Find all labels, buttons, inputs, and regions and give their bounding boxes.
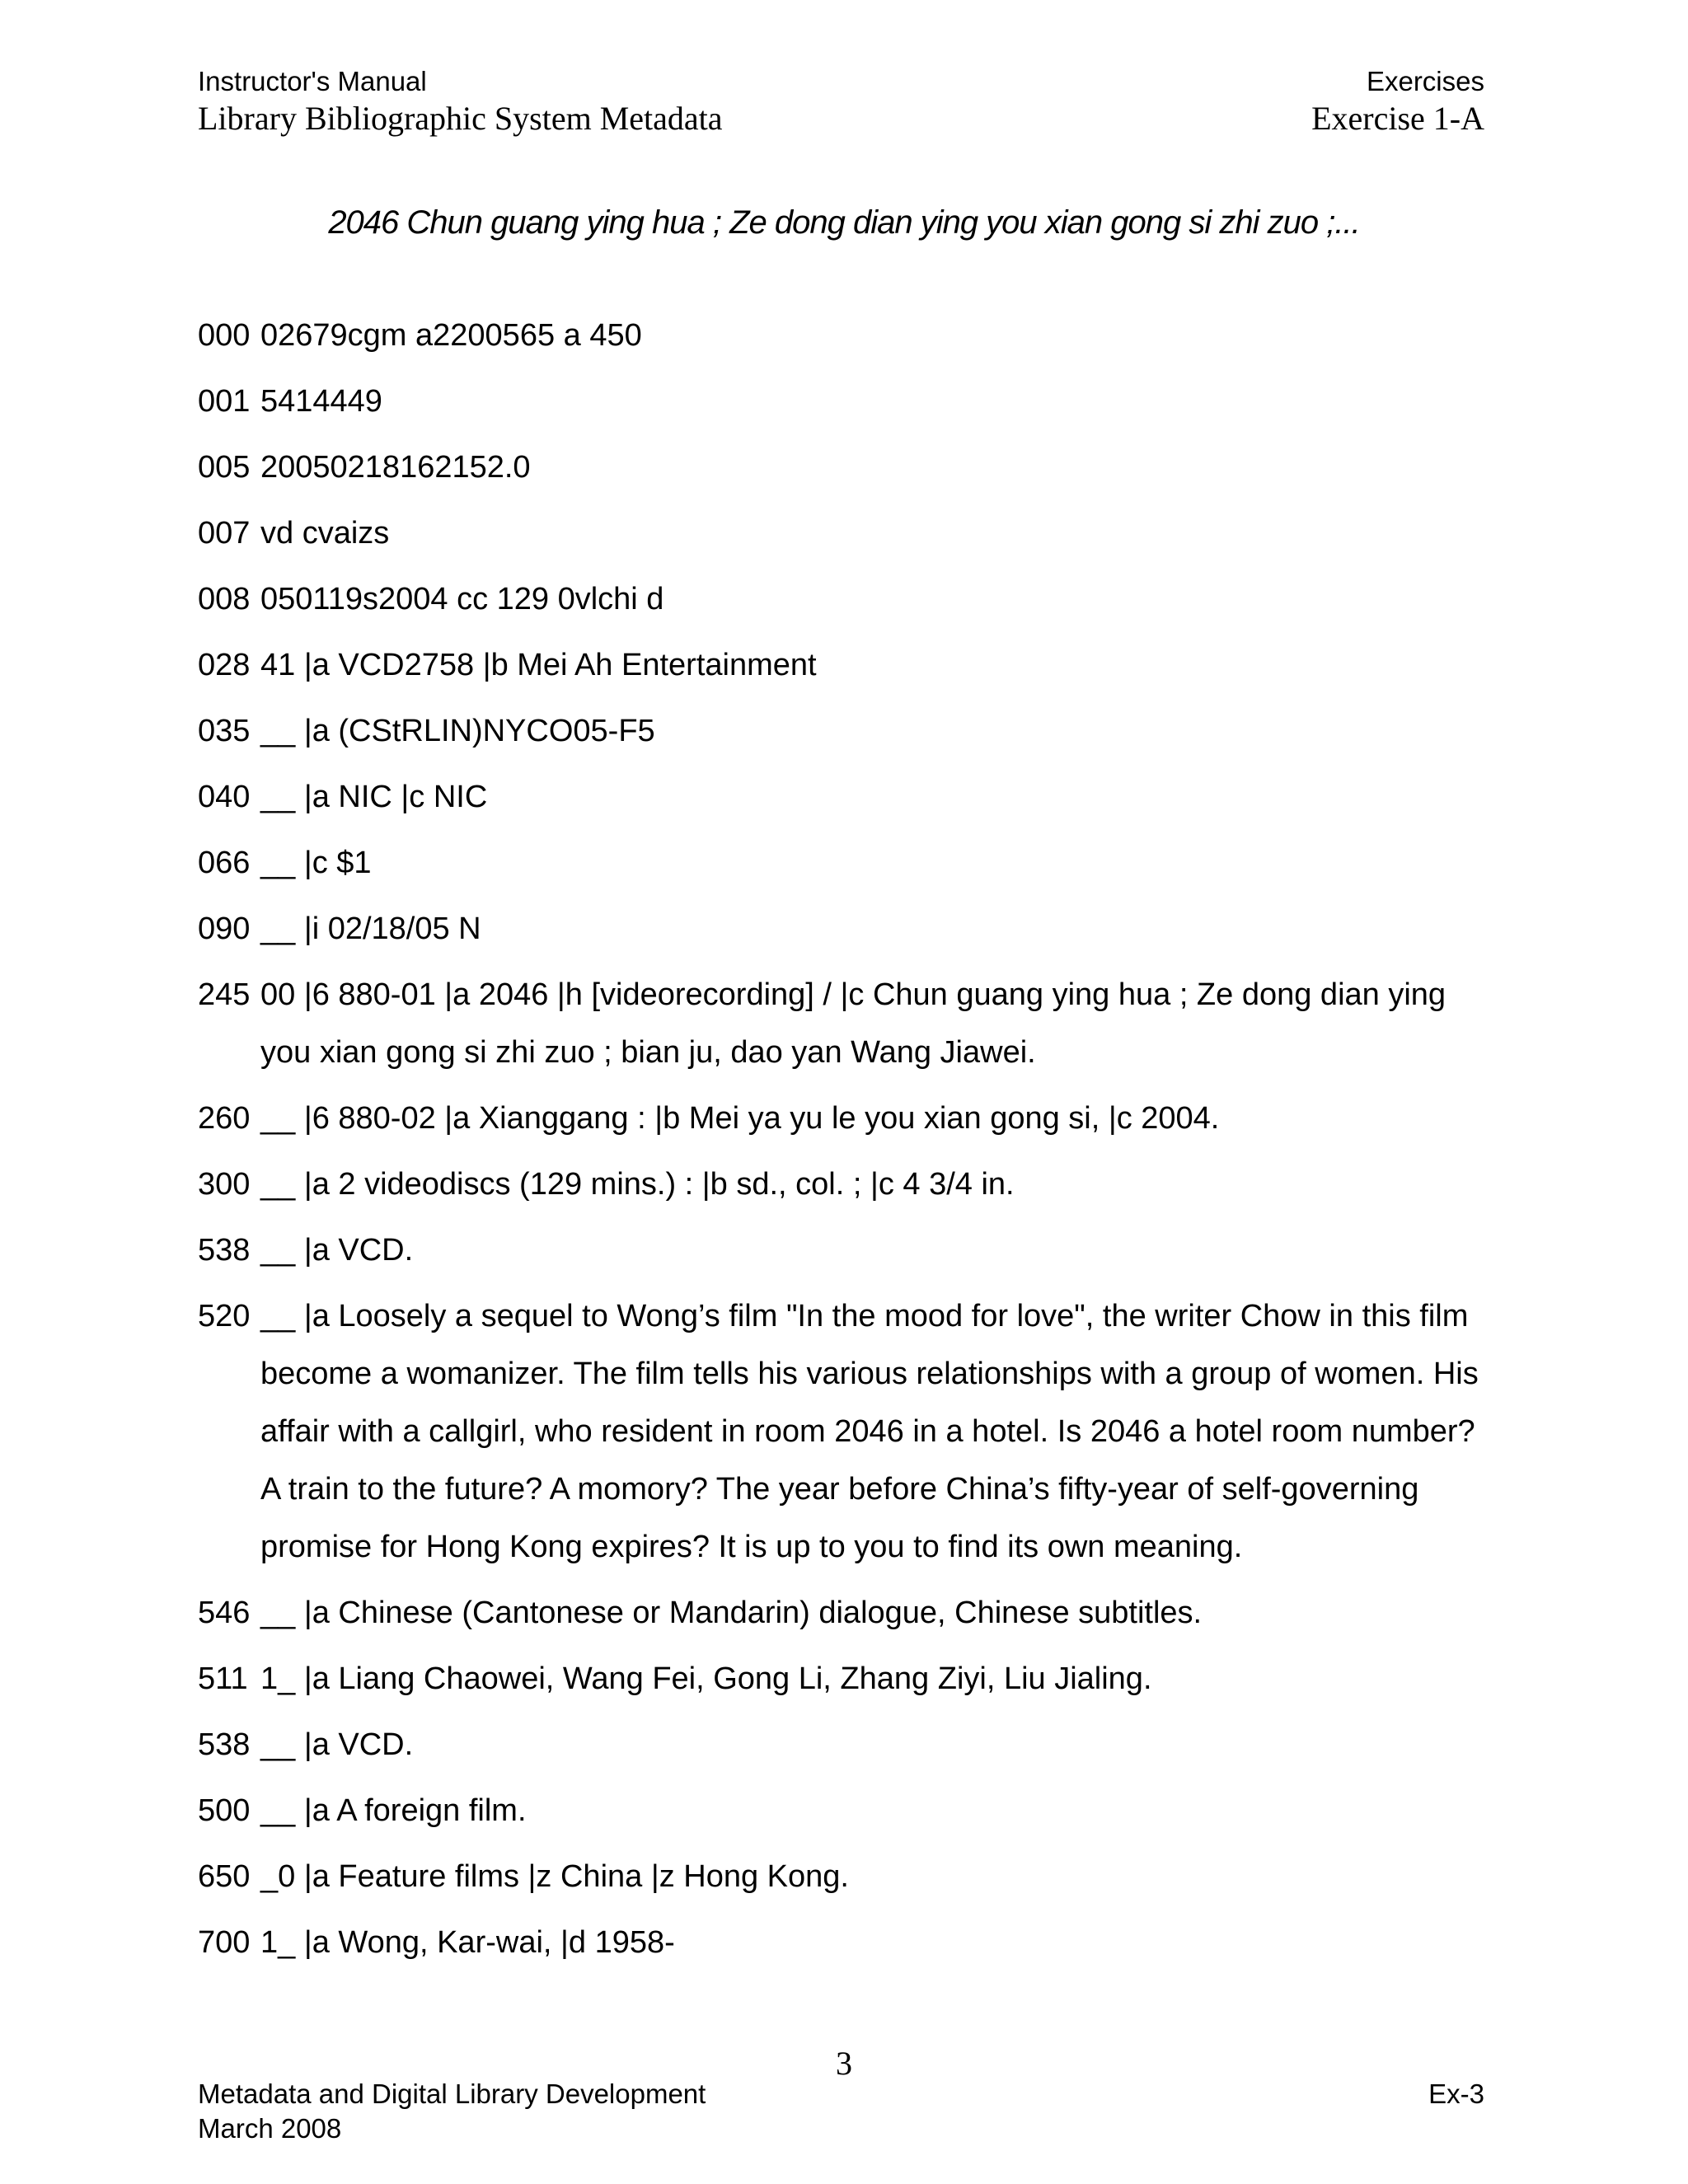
field-content: vd cvaizs: [260, 516, 390, 551]
field-tag: 546: [198, 1596, 251, 1630]
field-content: __ |a VCD.: [260, 1233, 414, 1268]
marc-field: [198, 1221, 1492, 1279]
field-tag: 538: [198, 1233, 251, 1268]
page-title: 2046 Chun guang ying hua ; Ze dong dian ying you xian gong si zhi zuo ;...: [328, 204, 1360, 241]
field-content: __ |a Chinese (Cantonese or Mandarin) dialogue, Chinese subtitles.: [260, 1596, 1203, 1630]
field-tag: 001: [198, 384, 251, 419]
field-content: 02679cgm a2200565 a 450: [260, 318, 642, 353]
marc-field: [198, 1584, 1492, 1642]
marc-field: [198, 1650, 1492, 1708]
marc-field: [198, 900, 1492, 958]
field-tag: 260: [198, 1101, 251, 1136]
field-content: 050119s2004 cc 129 0vlchi d: [260, 582, 664, 616]
marc-field: [198, 1716, 1492, 1774]
marc-field: [198, 438, 1492, 496]
field-tag: 245: [198, 977, 251, 1012]
field-content: __ |a A foreign film.: [260, 1793, 527, 1828]
field-tag: 500: [198, 1793, 251, 1828]
marc-field: [198, 1155, 1492, 1213]
marc-field: [198, 570, 1492, 628]
marc-field: [198, 307, 1492, 364]
field-tag: 035: [198, 714, 251, 748]
marc-field: [198, 1287, 1492, 1576]
field-tag: 538: [198, 1727, 251, 1762]
field-tag: 005: [198, 450, 251, 485]
marc-field: [198, 636, 1492, 694]
marc-field: [198, 1782, 1492, 1840]
manual-subtitle: Library Bibliographic System Metadata: [198, 100, 723, 137]
field-content: __ |a Loosely a sequel to Wong’s film "In the mood for love", the writer Chow in this film become a womanizer. The film tells his various relationships with a group of women. His affair with a callgirl, who resident in room 2046 in a hotel. Is 2046 a hotel room number? A train to the future? A momory? The year before China’s fifty-year of self-governing promise for Hong Kong expires? It is up to you to find its own meaning.: [260, 1299, 1479, 1564]
field-content: 5414449: [260, 384, 382, 419]
field-content: _0 |a Feature films |z China |z Hong Kong.: [260, 1859, 849, 1894]
field-content: 1_ |a Liang Chaowei, Wang Fei, Gong Li, Zhang Ziyi, Liu Jialing.: [260, 1661, 1152, 1696]
field-content: 41 |a VCD2758 |b Mei Ah Entertainment: [260, 648, 817, 682]
field-content: __ |a VCD.: [260, 1727, 414, 1762]
marc-field: [198, 966, 1492, 1081]
publication-date: March 2008: [198, 2113, 342, 2144]
field-tag: 650: [198, 1859, 251, 1894]
page-number: 3: [836, 2045, 852, 2082]
manual-label: Instructor's Manual: [198, 66, 427, 96]
field-tag: 300: [198, 1167, 251, 1202]
field-content: __ |c $1: [260, 846, 372, 880]
marc-field: [198, 768, 1492, 826]
field-content: 00 |6 880-01 |a 2046 |h [videorecording] / |c Chun guang ying hua ; Ze dong dian ying you xian gong si zhi zuo ; bian ju, dao yan Wang Jiawei.: [260, 977, 1447, 1070]
field-content: __ |i 02/18/05 N: [260, 912, 481, 946]
marc-field: [198, 702, 1492, 760]
field-tag: 090: [198, 912, 251, 946]
header-left: [198, 64, 723, 138]
field-content: __ |6 880-02 |a Xianggang : |b Mei ya yu le you xian gong si, |c 2004.: [260, 1101, 1220, 1136]
course-title: Metadata and Digital Library Development: [198, 2079, 706, 2109]
field-content: __ |a (CStRLIN)NYCO05-F5: [260, 714, 655, 748]
footer-right: [1428, 2077, 1484, 2111]
field-tag: 007: [198, 516, 251, 551]
marc-record-list: [198, 307, 1492, 1980]
marc-field: [198, 1848, 1492, 1905]
field-content: __ |a 2 videodiscs (129 mins.) : |b sd., col. ; |c 4 3/4 in.: [260, 1167, 1015, 1202]
field-tag: 511: [198, 1661, 248, 1696]
field-tag: 066: [198, 846, 251, 880]
marc-field: [198, 373, 1492, 430]
marc-field: [198, 1914, 1492, 1971]
marc-field: [198, 1090, 1492, 1147]
header-right: [1311, 64, 1484, 138]
field-tag: 700: [198, 1925, 251, 1960]
field-tag: 028: [198, 648, 251, 682]
field-content: 1_ |a Wong, Kar-wai, |d 1958-: [260, 1925, 675, 1960]
field-tag: 040: [198, 780, 251, 814]
page-code: Ex-3: [1428, 2079, 1484, 2109]
exercise-label: Exercise 1-A: [1311, 100, 1484, 137]
section-label: Exercises: [1366, 66, 1484, 96]
field-tag: 520: [198, 1299, 251, 1333]
field-tag: 000: [198, 318, 251, 353]
marc-field: [198, 504, 1492, 562]
field-content: __ |a NIC |c NIC: [260, 780, 488, 814]
footer-left: [198, 2077, 706, 2146]
marc-field: [198, 834, 1492, 892]
field-tag: 008: [198, 582, 251, 616]
field-content: 20050218162152.0: [260, 450, 531, 485]
